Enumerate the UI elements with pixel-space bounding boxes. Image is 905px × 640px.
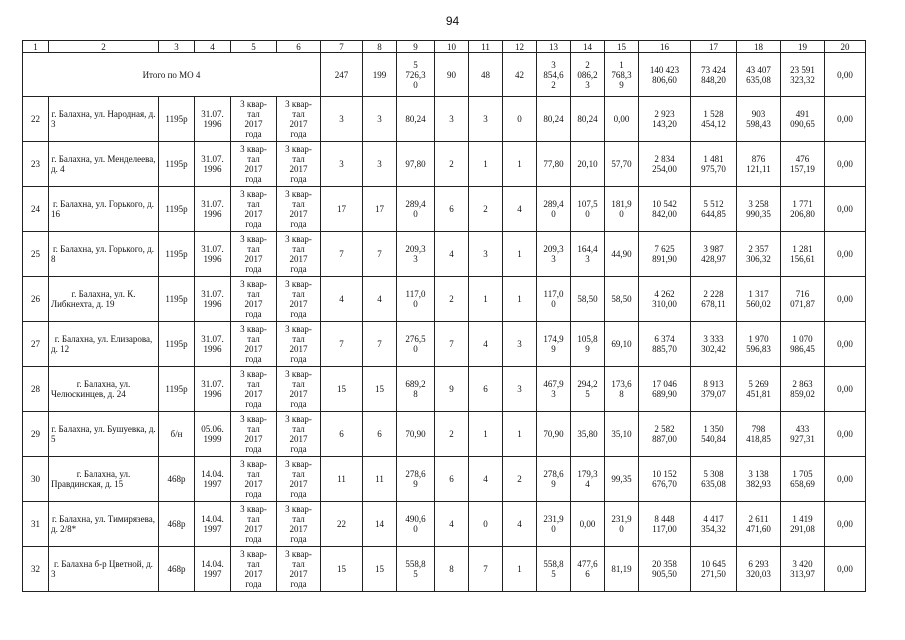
value-cell-c10: 6	[435, 457, 469, 502]
value-cell-c7: 3	[321, 142, 363, 187]
value-cell-c10: 8	[435, 547, 469, 592]
value-cell-c7: 15	[321, 547, 363, 592]
value-cell-c19: 716 071,87	[781, 277, 825, 322]
value-cell-c10: 3	[435, 97, 469, 142]
value-cell-c8: 14	[363, 502, 397, 547]
value-cell-c17: 1 481 975,70	[691, 142, 737, 187]
planned-quarter-cell: 3 квар- тал 2017 года	[231, 97, 277, 142]
value-cell-c18: 2 611 471,60	[737, 502, 781, 547]
value-cell-c9: 80,24	[397, 97, 435, 142]
value-cell-c16: 7 625 891,90	[639, 232, 691, 277]
value-cell-c12: 3	[503, 367, 537, 412]
value-cell-c17: 10 645 271,50	[691, 547, 737, 592]
column-number-cell: 20	[825, 41, 866, 53]
document-date-cell: 31.07. 1996	[195, 97, 231, 142]
value-cell-c12: 1	[503, 547, 537, 592]
row-number-cell: 23	[23, 142, 49, 187]
value-cell-c8: 11	[363, 457, 397, 502]
value-cell-c7: 7	[321, 322, 363, 367]
planned-quarter-cell: 3 квар- тал 2017 года	[231, 502, 277, 547]
table-row	[23, 367, 866, 412]
column-number-cell: 16	[639, 41, 691, 53]
value-cell-c18: 3 138 382,93	[737, 457, 781, 502]
document-date-cell: 31.07. 1996	[195, 277, 231, 322]
value-cell-c11: 1	[469, 142, 503, 187]
table-row	[23, 502, 866, 547]
value-cell-c19: 1 281 156,61	[781, 232, 825, 277]
column-number-cell: 10	[435, 41, 469, 53]
document-number-cell: 1195р	[159, 187, 195, 232]
value-cell-c10: 6	[435, 187, 469, 232]
value-cell-c16: 17 046 689,90	[639, 367, 691, 412]
value-cell-c16: 10 152 676,70	[639, 457, 691, 502]
completion-quarter-cell: 3 квар- тал 2017 года	[277, 277, 321, 322]
value-cell-c18: 798 418,85	[737, 412, 781, 457]
value-cell-c11: 3	[469, 97, 503, 142]
total-value-cell: 42	[503, 53, 537, 97]
total-value-cell: 140 423 806,60	[639, 53, 691, 97]
value-cell-c10: 2	[435, 142, 469, 187]
document-number-cell: 1195р	[159, 367, 195, 412]
table-row	[23, 412, 866, 457]
row-number-cell: 31	[23, 502, 49, 547]
address-cell: г. Балахна, ул. Менделеева, д. 4	[49, 142, 159, 187]
value-cell-c12: 1	[503, 277, 537, 322]
value-cell-c7: 6	[321, 412, 363, 457]
document-number-cell: 468р	[159, 547, 195, 592]
value-cell-c10: 7	[435, 322, 469, 367]
value-cell-c15: 58,50	[605, 277, 639, 322]
address-cell: г. Балахна, ул. Челюскинцев, д. 24	[49, 367, 159, 412]
value-cell-c8: 15	[363, 367, 397, 412]
value-cell-c9: 278,6 9	[397, 457, 435, 502]
document-date-cell: 31.07. 1996	[195, 187, 231, 232]
value-cell-c16: 2 834 254,00	[639, 142, 691, 187]
value-cell-c13: 231,9 0	[537, 502, 571, 547]
value-cell-c7: 3	[321, 97, 363, 142]
value-cell-c14: 58,50	[571, 277, 605, 322]
row-number-cell: 32	[23, 547, 49, 592]
address-cell: г. Балахна, ул. Елизарова, д. 12	[49, 322, 159, 367]
value-cell-c20: 0,00	[825, 322, 866, 367]
value-cell-c18: 1 970 596,83	[737, 322, 781, 367]
document-date-cell: 31.07. 1996	[195, 142, 231, 187]
value-cell-c16: 4 262 310,00	[639, 277, 691, 322]
address-cell: г. Балахна, ул. Бушуевка, д. 5	[49, 412, 159, 457]
completion-quarter-cell: 3 квар- тал 2017 года	[277, 187, 321, 232]
value-cell-c16: 8 448 117,00	[639, 502, 691, 547]
value-cell-c15: 173,6 8	[605, 367, 639, 412]
value-cell-c16: 6 374 885,70	[639, 322, 691, 367]
completion-quarter-cell: 3 квар- тал 2017 года	[277, 412, 321, 457]
value-cell-c11: 3	[469, 232, 503, 277]
value-cell-c19: 433 927,31	[781, 412, 825, 457]
document-number-cell: 1195р	[159, 277, 195, 322]
value-cell-c14: 105,8 9	[571, 322, 605, 367]
value-cell-c15: 99,35	[605, 457, 639, 502]
column-number-cell: 2	[49, 41, 159, 53]
value-cell-c8: 17	[363, 187, 397, 232]
completion-quarter-cell: 3 квар- тал 2017 года	[277, 367, 321, 412]
value-cell-c8: 3	[363, 97, 397, 142]
value-cell-c14: 107,5 0	[571, 187, 605, 232]
column-number-row	[23, 41, 866, 53]
value-cell-c7: 4	[321, 277, 363, 322]
completion-quarter-cell: 3 квар- тал 2017 года	[277, 547, 321, 592]
value-cell-c20: 0,00	[825, 457, 866, 502]
page-number: 94	[445, 14, 460, 28]
row-number-cell: 29	[23, 412, 49, 457]
value-cell-c11: 4	[469, 322, 503, 367]
total-value-cell: 0,00	[825, 53, 866, 97]
value-cell-c18: 3 258 990,35	[737, 187, 781, 232]
value-cell-c7: 7	[321, 232, 363, 277]
value-cell-c9: 70,90	[397, 412, 435, 457]
value-cell-c8: 7	[363, 322, 397, 367]
column-number-cell: 9	[397, 41, 435, 53]
document-date-cell: 05.06. 1999	[195, 412, 231, 457]
value-cell-c20: 0,00	[825, 412, 866, 457]
value-cell-c14: 35,80	[571, 412, 605, 457]
planned-quarter-cell: 3 квар- тал 2017 года	[231, 232, 277, 277]
value-cell-c9: 558,8 5	[397, 547, 435, 592]
document-number-cell: 1195р	[159, 97, 195, 142]
total-value-cell: 3 854,6 2	[537, 53, 571, 97]
table-row	[23, 142, 866, 187]
address-cell: г. Балахна, ул. К. Либкнехта, д. 19	[49, 277, 159, 322]
value-cell-c10: 2	[435, 277, 469, 322]
planned-quarter-cell: 3 квар- тал 2017 года	[231, 322, 277, 367]
value-cell-c13: 77,80	[537, 142, 571, 187]
value-cell-c9: 289,4 0	[397, 187, 435, 232]
value-cell-c11: 2	[469, 187, 503, 232]
value-cell-c14: 80,24	[571, 97, 605, 142]
value-cell-c19: 2 863 859,02	[781, 367, 825, 412]
total-label: Итого по МО 4	[23, 53, 321, 97]
value-cell-c18: 2 357 306,32	[737, 232, 781, 277]
completion-quarter-cell: 3 квар- тал 2017 года	[277, 97, 321, 142]
value-cell-c8: 15	[363, 547, 397, 592]
value-cell-c10: 9	[435, 367, 469, 412]
value-cell-c10: 4	[435, 502, 469, 547]
value-cell-c11: 0	[469, 502, 503, 547]
value-cell-c14: 20,10	[571, 142, 605, 187]
column-number-cell: 15	[605, 41, 639, 53]
value-cell-c18: 903 598,43	[737, 97, 781, 142]
row-number-cell: 28	[23, 367, 49, 412]
value-cell-c18: 1 317 560,02	[737, 277, 781, 322]
row-number-cell: 22	[23, 97, 49, 142]
value-cell-c17: 4 417 354,32	[691, 502, 737, 547]
table-body	[23, 41, 866, 592]
value-cell-c20: 0,00	[825, 232, 866, 277]
table-row	[23, 457, 866, 502]
value-cell-c12: 0	[503, 97, 537, 142]
value-cell-c7: 15	[321, 367, 363, 412]
total-value-cell: 43 407 635,08	[737, 53, 781, 97]
address-cell: г. Балахна, ул. Горького, д. 8	[49, 232, 159, 277]
document-date-cell: 31.07. 1996	[195, 232, 231, 277]
table-row	[23, 232, 866, 277]
value-cell-c13: 174,9 9	[537, 322, 571, 367]
row-number-cell: 26	[23, 277, 49, 322]
column-number-cell: 19	[781, 41, 825, 53]
value-cell-c12: 1	[503, 142, 537, 187]
value-cell-c17: 1 350 540,84	[691, 412, 737, 457]
value-cell-c19: 1 705 658,69	[781, 457, 825, 502]
value-cell-c15: 44,90	[605, 232, 639, 277]
completion-quarter-cell: 3 квар- тал 2017 года	[277, 502, 321, 547]
document-date-cell: 31.07. 1996	[195, 322, 231, 367]
completion-quarter-cell: 3 квар- тал 2017 года	[277, 322, 321, 367]
value-cell-c12: 3	[503, 322, 537, 367]
value-cell-c9: 117,0 0	[397, 277, 435, 322]
table-row	[23, 97, 866, 142]
planned-quarter-cell: 3 квар- тал 2017 года	[231, 547, 277, 592]
value-cell-c16: 20 358 905,50	[639, 547, 691, 592]
document-number-cell: 1195р	[159, 142, 195, 187]
value-cell-c17: 2 228 678,11	[691, 277, 737, 322]
value-cell-c18: 5 269 451,81	[737, 367, 781, 412]
table-row	[23, 277, 866, 322]
completion-quarter-cell: 3 квар- тал 2017 года	[277, 457, 321, 502]
table-row	[23, 322, 866, 367]
column-number-cell: 14	[571, 41, 605, 53]
value-cell-c7: 17	[321, 187, 363, 232]
document-date-cell: 14.04. 1997	[195, 502, 231, 547]
document-number-cell: 1195р	[159, 232, 195, 277]
value-cell-c20: 0,00	[825, 547, 866, 592]
document-number-cell: 468р	[159, 502, 195, 547]
document-number-cell: б/н	[159, 412, 195, 457]
document-number-cell: 468р	[159, 457, 195, 502]
column-number-cell: 11	[469, 41, 503, 53]
value-cell-c15: 69,10	[605, 322, 639, 367]
total-value-cell: 199	[363, 53, 397, 97]
total-row	[23, 53, 866, 97]
value-cell-c7: 11	[321, 457, 363, 502]
value-cell-c10: 2	[435, 412, 469, 457]
document-date-cell: 14.04. 1997	[195, 547, 231, 592]
value-cell-c13: 278,6 9	[537, 457, 571, 502]
value-cell-c16: 2 923 143,20	[639, 97, 691, 142]
value-cell-c8: 4	[363, 277, 397, 322]
value-cell-c17: 3 987 428,97	[691, 232, 737, 277]
value-cell-c15: 35,10	[605, 412, 639, 457]
value-cell-c8: 7	[363, 232, 397, 277]
value-cell-c12: 4	[503, 502, 537, 547]
value-cell-c19: 491 090,65	[781, 97, 825, 142]
value-cell-c12: 4	[503, 187, 537, 232]
value-cell-c12: 2	[503, 457, 537, 502]
total-value-cell: 23 591 323,32	[781, 53, 825, 97]
value-cell-c11: 6	[469, 367, 503, 412]
completion-quarter-cell: 3 квар- тал 2017 года	[277, 142, 321, 187]
document-date-cell: 31.07. 1996	[195, 367, 231, 412]
value-cell-c14: 0,00	[571, 502, 605, 547]
value-cell-c11: 4	[469, 457, 503, 502]
value-cell-c9: 209,3 3	[397, 232, 435, 277]
value-cell-c13: 80,24	[537, 97, 571, 142]
value-cell-c12: 1	[503, 232, 537, 277]
column-number-cell: 18	[737, 41, 781, 53]
value-cell-c19: 1 070 986,45	[781, 322, 825, 367]
value-cell-c19: 1 419 291,08	[781, 502, 825, 547]
value-cell-c20: 0,00	[825, 142, 866, 187]
value-cell-c8: 6	[363, 412, 397, 457]
column-number-cell: 8	[363, 41, 397, 53]
total-value-cell: 5 726,3 0	[397, 53, 435, 97]
total-value-cell: 90	[435, 53, 469, 97]
value-cell-c16: 10 542 842,00	[639, 187, 691, 232]
row-number-cell: 24	[23, 187, 49, 232]
total-value-cell: 48	[469, 53, 503, 97]
address-cell: г. Балахна, ул. Народная, д. 3	[49, 97, 159, 142]
planned-quarter-cell: 3 квар- тал 2017 года	[231, 412, 277, 457]
address-cell: г. Балахна б-р Цветной, д. 3	[49, 547, 159, 592]
value-cell-c13: 289,4 0	[537, 187, 571, 232]
value-cell-c13: 467,9 3	[537, 367, 571, 412]
value-cell-c13: 117,0 0	[537, 277, 571, 322]
value-cell-c18: 876 121,11	[737, 142, 781, 187]
completion-quarter-cell: 3 квар- тал 2017 года	[277, 232, 321, 277]
total-value-cell: 247	[321, 53, 363, 97]
value-cell-c10: 4	[435, 232, 469, 277]
value-cell-c18: 6 293 320,03	[737, 547, 781, 592]
value-cell-c13: 209,3 3	[537, 232, 571, 277]
value-cell-c11: 1	[469, 412, 503, 457]
value-cell-c15: 57,70	[605, 142, 639, 187]
value-cell-c12: 1	[503, 412, 537, 457]
value-cell-c20: 0,00	[825, 367, 866, 412]
value-cell-c16: 2 582 887,00	[639, 412, 691, 457]
document-number-cell: 1195р	[159, 322, 195, 367]
table-row	[23, 547, 866, 592]
value-cell-c14: 477,6 6	[571, 547, 605, 592]
planned-quarter-cell: 3 квар- тал 2017 года	[231, 142, 277, 187]
total-value-cell: 73 424 848,20	[691, 53, 737, 97]
planned-quarter-cell: 3 квар- тал 2017 года	[231, 187, 277, 232]
column-number-cell: 5	[231, 41, 277, 53]
value-cell-c17: 3 333 302,42	[691, 322, 737, 367]
value-cell-c20: 0,00	[825, 502, 866, 547]
row-number-cell: 27	[23, 322, 49, 367]
column-number-cell: 7	[321, 41, 363, 53]
value-cell-c9: 97,80	[397, 142, 435, 187]
address-cell: г. Балахна, ул. Правдинская, д. 15	[49, 457, 159, 502]
value-cell-c13: 558,8 5	[537, 547, 571, 592]
value-cell-c15: 231,9 0	[605, 502, 639, 547]
document-date-cell: 14.04. 1997	[195, 457, 231, 502]
value-cell-c15: 181,9 0	[605, 187, 639, 232]
value-cell-c17: 5 308 635,08	[691, 457, 737, 502]
row-number-cell: 25	[23, 232, 49, 277]
column-number-cell: 4	[195, 41, 231, 53]
column-number-cell: 17	[691, 41, 737, 53]
value-cell-c19: 476 157,19	[781, 142, 825, 187]
column-number-cell: 13	[537, 41, 571, 53]
value-cell-c9: 689,2 8	[397, 367, 435, 412]
value-cell-c7: 22	[321, 502, 363, 547]
value-cell-c20: 0,00	[825, 187, 866, 232]
value-cell-c19: 3 420 313,97	[781, 547, 825, 592]
planned-quarter-cell: 3 квар- тал 2017 года	[231, 277, 277, 322]
column-number-cell: 6	[277, 41, 321, 53]
table-row	[23, 187, 866, 232]
value-cell-c19: 1 771 206,80	[781, 187, 825, 232]
value-cell-c15: 81,19	[605, 547, 639, 592]
value-cell-c14: 294,2 5	[571, 367, 605, 412]
value-cell-c15: 0,00	[605, 97, 639, 142]
value-cell-c17: 8 913 379,07	[691, 367, 737, 412]
value-cell-c8: 3	[363, 142, 397, 187]
value-cell-c11: 7	[469, 547, 503, 592]
value-cell-c13: 70,90	[537, 412, 571, 457]
planned-quarter-cell: 3 квар- тал 2017 года	[231, 367, 277, 412]
value-cell-c14: 179,3 4	[571, 457, 605, 502]
value-cell-c20: 0,00	[825, 277, 866, 322]
value-cell-c20: 0,00	[825, 97, 866, 142]
address-cell: г. Балахна, ул. Горького, д. 16	[49, 187, 159, 232]
value-cell-c9: 490,6 0	[397, 502, 435, 547]
total-value-cell: 1 768,3 9	[605, 53, 639, 97]
value-cell-c17: 1 528 454,12	[691, 97, 737, 142]
column-number-cell: 3	[159, 41, 195, 53]
row-number-cell: 30	[23, 457, 49, 502]
column-number-cell: 12	[503, 41, 537, 53]
planned-quarter-cell: 3 квар- тал 2017 года	[231, 457, 277, 502]
column-number-cell: 1	[23, 41, 49, 53]
housing-table	[22, 40, 866, 592]
total-value-cell: 2 086,2 3	[571, 53, 605, 97]
value-cell-c14: 164,4 3	[571, 232, 605, 277]
value-cell-c17: 5 512 644,85	[691, 187, 737, 232]
value-cell-c9: 276,5 0	[397, 322, 435, 367]
address-cell: г. Балахна, ул. Тимирязева, д. 2/8*	[49, 502, 159, 547]
value-cell-c11: 1	[469, 277, 503, 322]
